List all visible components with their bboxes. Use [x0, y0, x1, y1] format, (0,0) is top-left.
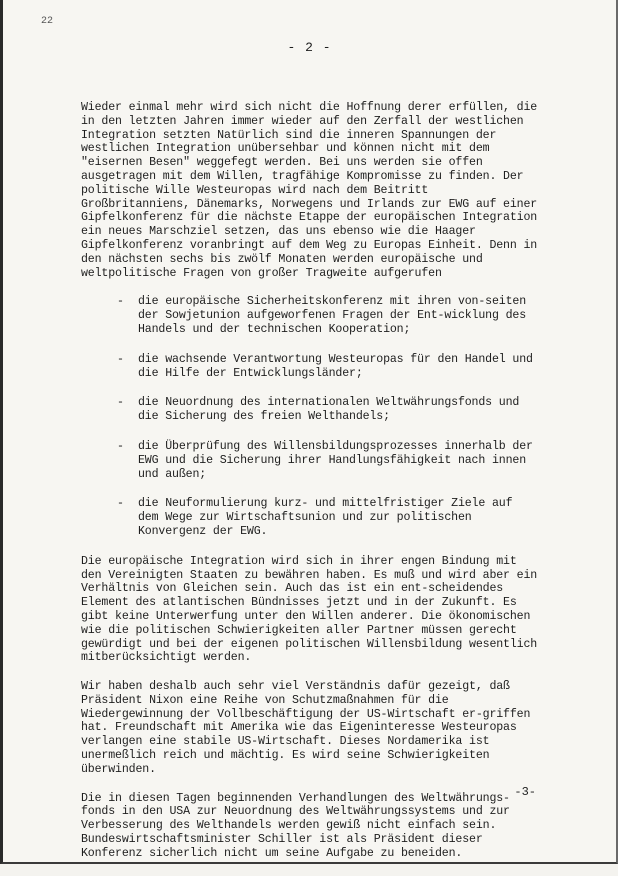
- bullet-dash: -: [117, 295, 124, 309]
- list-item: [81, 440, 541, 481]
- paragraph-conference: Die in diesen Tagen beginnenden Verhandlungen des Weltwährungs-fonds in den USA zur Neuordnung des Weltwährungssystems und zur Verbesserung des Welthandels werden gewiß nicht einfach sein. Bundeswirtschaftsminister Schiller ist als Präsident dieser Konferenz sicherlich nicht um seine Aufgabe zu beneiden.: [81, 791, 510, 860]
- paragraph-intro: Wieder einmal mehr wird sich nicht die Hoffnung derer erfüllen, die in den letzten Jahren immer wieder auf den Zerfall der westlichen Integration setzten Natürlich sind die inneren Spannungen der westlichen Integration unübersehbar und können nicht mit dem "eisernen Besen" weggefegt werden. Bei uns werden sie offen ausgetragen mit dem Willen, tragfähige Kompromisse zu finden. Der politische Wille Westeuropas wird nach dem Beitritt Großbritanniens, Dänemarks, Norwegens und Irlands zur EWG auf einer Gipfelkonferenz für die nächste Etappe der europäischen Integration ein neues Marschziel setzen, das uns ebenso wie die Haager Gipfelkonferenz voranbringt auf dem Weg zu Europas Einheit. Denn in den nächsten sechs bis zwölf Monaten werden europäische und weltpolitische Fragen von großer Tragweite aufgerufen: [81, 101, 538, 280]
- bullet-text: die europäische Sicherheitskonferenz mit ihren von-seiten der Sowjetunion aufgeworfenen Fragen der Ent-wicklung des Handels und der technischen Kooperation;: [138, 295, 527, 336]
- paragraph-nixon: Wir haben deshalb auch sehr viel Verständnis dafür gezeigt, daß Präsident Nixon eine Reihe von Schutzmaßnahmen für die Wiedergewinnung der Vollbeschäftigung der US-Wirtschaft er-griffen hat. Freundschaft mit Amerika wie das Eigeninteresse Westeuropas verlangen eine stabile US-Wirtschaft. Dieses Nordamerika ist unermeßlich reich und mächtig. Es wird seine Schwierigkeiten überwinden.: [81, 680, 531, 776]
- paragraph-integration: Die europäische Integration wird sich in ihrer engen Bindung mit den Vereinigten Staaten zu bewähren haben. Es muß und wird aber ein Verhältnis von Gleichen sein. Auch das ist ein ent-scheidendes Element des atlantischen Bündnisses jetzt und in der Zukunft. Es gibt keine Unterwerfung unter den Willen anderer. Die ökonomischen wie die politischen Schwierigkeiten aller Partner müssen gerecht gewürdigt und bei der eigenen politischen Willensbildung wesentlich mitberücksichtigt werden.: [81, 554, 538, 665]
- bullet-text: die Neuformulierung kurz- und mittelfristiger Ziele auf dem Wege zur Wirtschaftsunion und zur politischen Konvergenz der EWG.: [138, 497, 513, 538]
- bullet-list: [81, 295, 541, 538]
- bullet-dash: -: [117, 439, 124, 453]
- document-body: [81, 101, 541, 876]
- list-item: [81, 396, 541, 424]
- corner-mark: 22: [41, 16, 54, 27]
- next-page-marker: -3-: [514, 785, 536, 799]
- bullet-dash: -: [117, 396, 124, 410]
- list-item: [81, 295, 541, 336]
- bullet-text: die wachsende Verantwortung Westeuropas für den Handel und die Hilfe der Entwicklungsländer;: [138, 352, 533, 380]
- page-number: - 2 -: [287, 40, 332, 55]
- list-item: [81, 353, 541, 381]
- bullet-dash: -: [117, 497, 124, 511]
- bullet-dash: -: [117, 352, 124, 366]
- list-item: [81, 497, 541, 538]
- bullet-text: die Neuordnung des internationalen Weltwährungsfonds und die Sicherung des freien Welthandels;: [138, 396, 520, 424]
- bullet-text: die Überprüfung des Willensbildungsprozesses innerhalb der EWG und die Sicherung ihrer Handlungsfähigkeit nach innen und außen;: [138, 439, 533, 481]
